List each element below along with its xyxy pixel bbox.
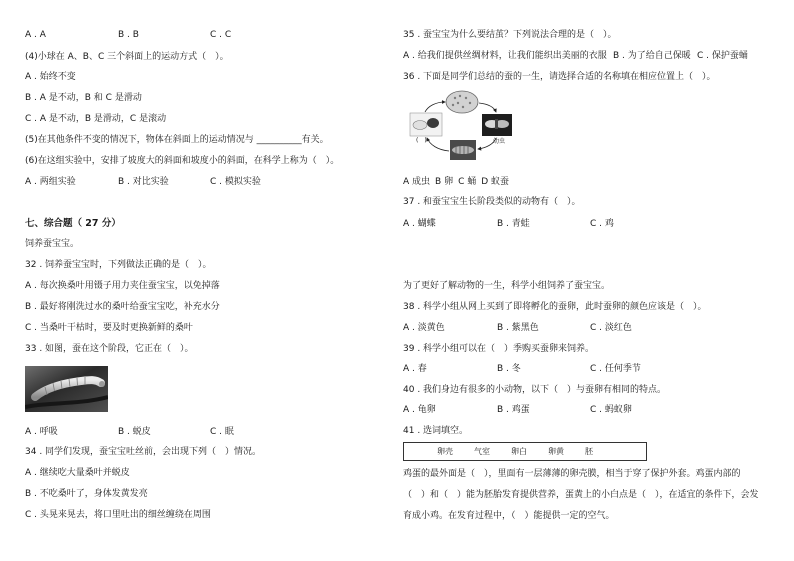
egg-dish (446, 91, 478, 113)
moth-body (495, 119, 498, 129)
q6-option-a: A . 两组实验 (25, 177, 76, 187)
word-bank-item: 胚 (585, 447, 593, 456)
q34-stem: 34 . 同学们发现，蚕宝宝吐丝前，会出现下列（ ）情况。 (25, 447, 262, 457)
q3-option-c: C . C (210, 30, 232, 40)
diagram-label-blank: ( ) (416, 137, 427, 144)
q38-option-c: C . 淡红色 (590, 323, 632, 333)
q41-passage-line-1: 鸡蛋的最外面是（ ），里面有一层薄薄的卵壳膜，相当于穿了保护外套。鸡蛋内部的 (403, 469, 741, 479)
q3-option-b: B . B (118, 30, 139, 40)
section-intro: 饲养蚕宝宝。 (25, 239, 80, 249)
silkworm-segment (77, 378, 78, 386)
word-bank-item: 卵黄 (548, 447, 564, 456)
word-bank-item: 卵壳 (437, 447, 453, 456)
q4-option-b: B . A 是不动，B 和 C 是滑动 (25, 93, 142, 103)
word-bank-box (403, 442, 647, 461)
q6-option-b: B . 对比实验 (118, 177, 169, 187)
egg-dot (457, 102, 459, 104)
egg-dot (452, 104, 454, 106)
q33-option-a: A . 呼吸 (25, 427, 58, 437)
q37-option-c: C . 鸡 (590, 219, 614, 229)
q33-option-c: C . 眠 (210, 427, 234, 437)
larva-image (450, 140, 476, 160)
q33-stem: 33 . 如图，蚕在这个阶段，它正在（ ）。 (25, 344, 194, 354)
q32-option-b: B . 最好将刚洗过水的桑叶给蚕宝宝吃，补充水分 (25, 302, 220, 312)
q34-option-a: A . 继续吃大量桑叶并蜕皮 (25, 468, 130, 478)
egg-dot (465, 97, 467, 99)
q41-passage-line-2: （ ）和（ ）能为胚胎发育提供营养，蛋黄上的小白点是（ ），在适宜的条件下，会发 (403, 490, 759, 500)
q36-choice-d: D 蚁蚕 (481, 177, 510, 187)
egg-dot (459, 95, 461, 97)
q40-option-b: B . 鸡蛋 (497, 405, 530, 415)
q37-option-a: A . 蝴蝶 (403, 219, 436, 229)
q35-option-a: A . 给我们提供丝绸材料，让我们能织出美丽的衣服 (403, 51, 607, 61)
q6-stem: (6)在这组实验中，安排了坡度大的斜面和坡度小的斜面，在科学上称为（ ）。 (25, 156, 340, 166)
q37-option-b: B . 青蛙 (497, 219, 530, 229)
q40-option-a: A . 龟卵 (403, 405, 436, 415)
q36-choices (403, 176, 509, 188)
silkworm-head (99, 381, 105, 387)
q41-passage-line-3: 育成小鸡。在发育过程中，（ ）能提供一定的空气。 (403, 511, 615, 521)
cocoon-moth-shape (427, 118, 439, 128)
q34-option-c: C . 头晃来晃去，将口里吐出的细丝缠绕在周围 (25, 510, 211, 520)
q39-option-b: B . 冬 (497, 364, 521, 374)
q35-stem: 35 . 蚕宝宝为什么要结茧？下列说法合理的是（ ）。 (403, 30, 617, 40)
q40-stem: 40 . 我们身边有很多的小动物，以下（ ）与蚕卵有相同的特点。 (403, 385, 667, 395)
q37-stem: 37 . 和蚕宝宝生长阶段类似的动物有（ ）。 (403, 197, 581, 207)
section-intro-2: 为了更好了解动物的一生，科学小组饲养了蚕宝宝。 (403, 281, 611, 291)
q38-stem: 38 . 科学小组从网上买到了即将孵化的蚕卵，此时蚕卵的颜色应该是（ ）。 (403, 302, 707, 312)
diagram-label-larva: 幼虫 (493, 138, 506, 145)
moth-image (482, 114, 512, 136)
q32-option-a: A . 每次换桑叶用镊子用力夹住蚕宝宝，以免掉落 (25, 281, 220, 291)
q33-option-b: B . 蜕皮 (118, 427, 151, 437)
q36-choice-b: B 卵 (435, 177, 454, 187)
q38-option-b: B . 紫黑色 (497, 323, 539, 333)
egg-dot (462, 106, 464, 108)
q39-option-a: A . 春 (403, 364, 427, 374)
q36-choice-a: A 成虫 (403, 177, 431, 187)
egg-dot (469, 102, 471, 104)
q41-stem: 41 . 选词填空。 (403, 426, 469, 436)
egg-dish-image (446, 91, 478, 113)
cocoon-image (410, 113, 442, 136)
cycle-arrow (425, 102, 445, 112)
q35-option-b: B . 为了给自己保暖 (613, 51, 691, 61)
q32-stem: 32 . 饲养蚕宝宝时，下列做法正确的是（ ）。 (25, 260, 212, 270)
q40-option-c: C . 蚂蚁卵 (590, 405, 632, 415)
q34-option-b: B . 不吃桑叶了，身体发黄发亮 (25, 489, 148, 499)
cocoon-shape (413, 121, 427, 130)
larva-body (452, 146, 474, 154)
cycle-arrow (479, 103, 496, 112)
q4-stem: (4)小球在 A、B、C 三个斜面上的运动方式（ ）。 (25, 52, 229, 62)
q6-option-c: C . 模拟实验 (210, 177, 261, 187)
word-bank-item: 卵白 (511, 447, 527, 456)
egg-dot (454, 97, 456, 99)
q3-option-a: A . A (25, 30, 46, 40)
q5-stem: (5)在其他条件不变的情况下，物体在斜面上的运动情况与 __________有关。 (25, 135, 329, 145)
section-title: 七、综合题（ 27 分） (25, 218, 121, 229)
q39-option-c: C . 任何季节 (590, 364, 641, 374)
silkworm-lifecycle-diagram (406, 88, 518, 166)
q32-option-c: C . 当桑叶干枯时，要及时更换新鲜的桑叶 (25, 323, 193, 333)
silkworm-photo (25, 366, 108, 412)
cycle-arrow (427, 138, 449, 151)
q38-option-a: A . 淡黄色 (403, 323, 445, 333)
q36-choice-c: C 蛹 (458, 177, 477, 187)
word-bank-item: 气室 (474, 447, 490, 456)
q4-option-c: C . A 是不动，B 是滑动，C 是滚动 (25, 114, 167, 124)
q36-stem: 36 . 下面是同学们总结的蚕的一生，请选择合适的名称填在相应位置上（ ）。 (403, 72, 716, 82)
q4-option-a: A . 始终不变 (25, 72, 76, 82)
q35-option-c: C . 保护蚕蛹 (697, 51, 748, 61)
q39-stem: 39 . 科学小组可以在（ ）季购买蚕卵来饲养。 (403, 344, 595, 354)
